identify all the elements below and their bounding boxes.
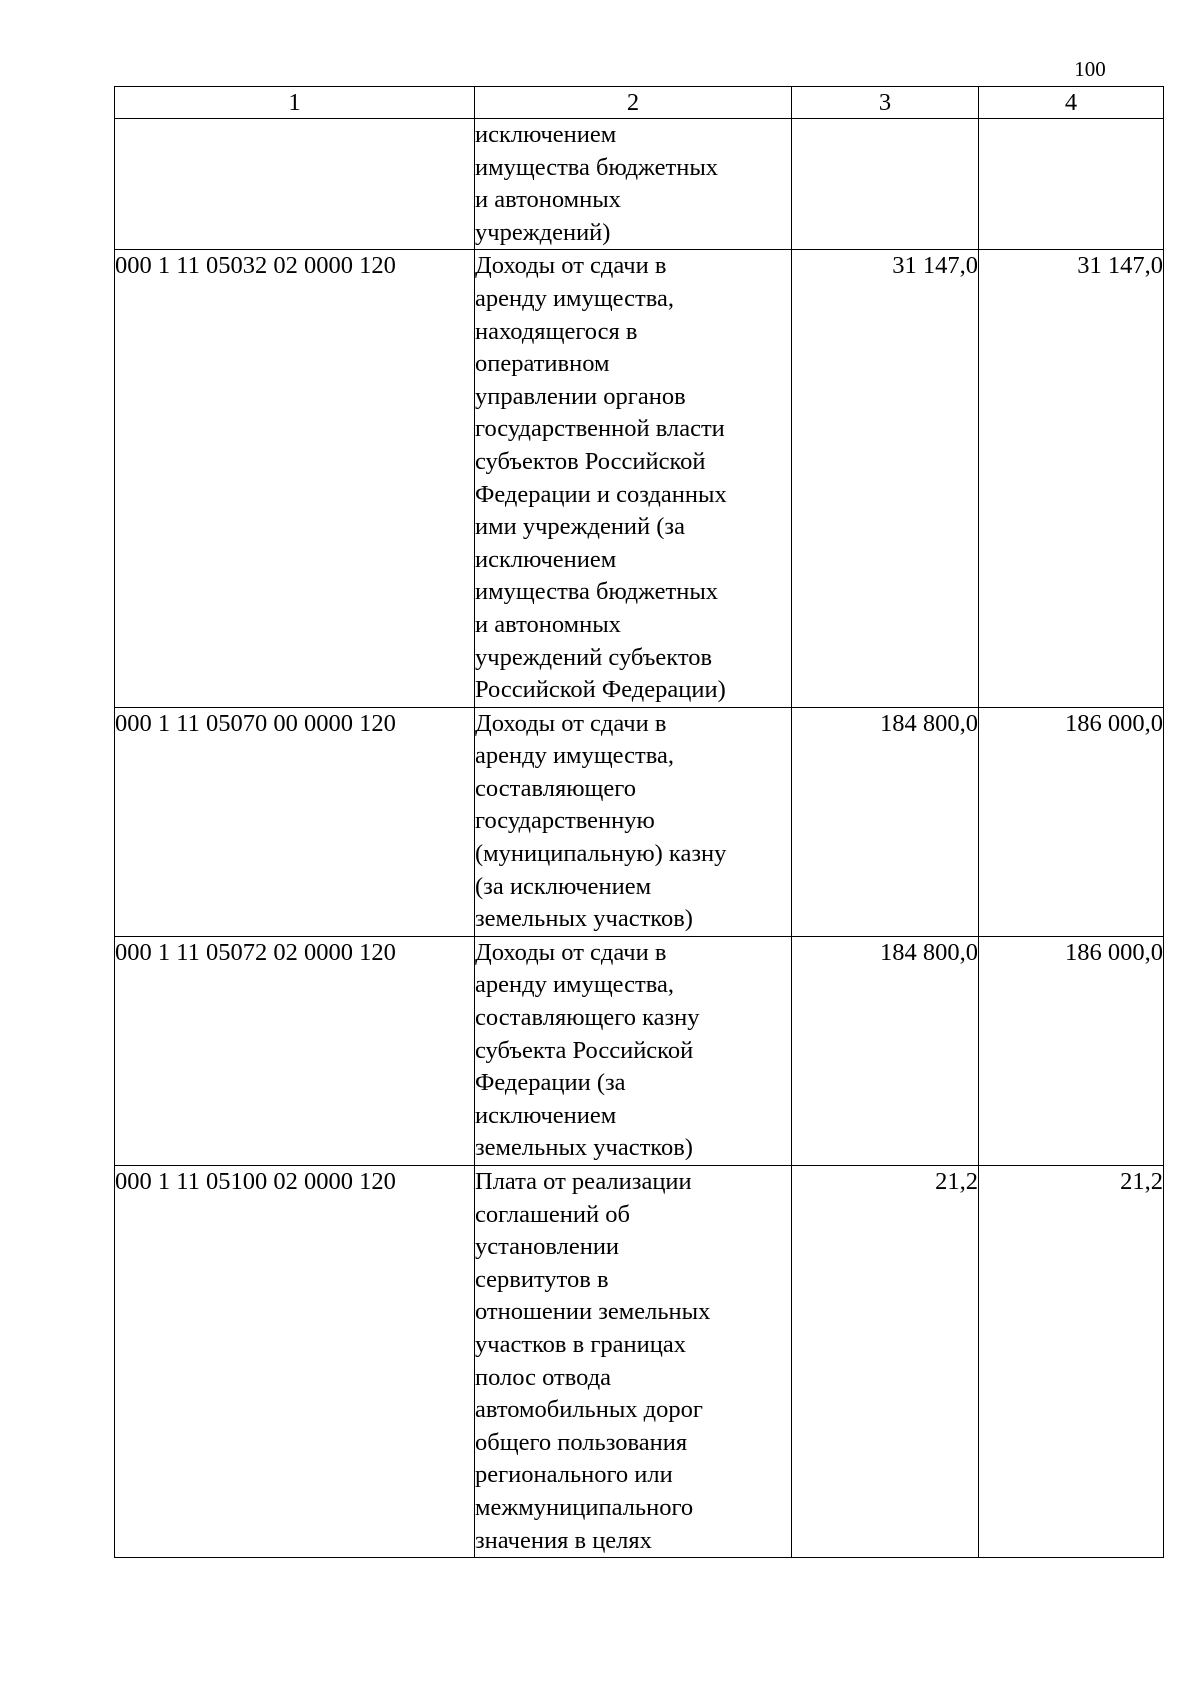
revenue-name-cell [475, 1166, 792, 1558]
revenue-name-line: аренду имущества, [475, 742, 674, 770]
revenue-name-line: оперативном [475, 350, 610, 378]
revenue-name-line: исключением [475, 545, 617, 573]
revenue-name-line: управлении органов [475, 382, 686, 410]
revenue-code-cell: 000 1 11 05100 02 0000 120 [115, 1166, 475, 1558]
revenue-name-cell [475, 250, 792, 707]
revenue-name-line: полос отвода [475, 1363, 612, 1391]
revenue-name-line: и автономных [475, 610, 621, 638]
amount-column-3-cell: 21,2 [792, 1166, 979, 1558]
revenue-name-line: участков в границах [475, 1330, 686, 1358]
revenue-name-line: исключением [475, 1101, 617, 1129]
table-row [115, 250, 1164, 707]
revenue-name-line: составляющего [475, 774, 636, 802]
revenue-name-line: отношении земельных [475, 1298, 711, 1326]
revenue-name-line: имущества бюджетных [475, 578, 719, 606]
revenue-name-line: сервитутов в [475, 1265, 609, 1293]
amount-column-4-cell: 186 000,0 [979, 707, 1164, 936]
revenue-name-cell [475, 119, 792, 250]
revenue-name-line: Доходы от сдачи в [475, 938, 667, 966]
column-header-3: 3 [792, 87, 979, 119]
amount-column-3-cell: 184 800,0 [792, 936, 979, 1165]
amount-column-4-cell: 186 000,0 [979, 936, 1164, 1165]
revenue-name-line: аренду имущества, [475, 284, 674, 312]
revenue-name-line: государственной власти [475, 415, 725, 443]
revenue-name-line: ими учреждений (за [475, 513, 685, 541]
column-header-4: 4 [979, 87, 1164, 119]
table-row [115, 707, 1164, 936]
revenue-name-line: составляющего казну [475, 1004, 700, 1032]
revenue-name-line: субъекта Российской [475, 1036, 694, 1064]
table-header-row [115, 87, 1164, 119]
revenue-code-cell [115, 119, 475, 250]
revenue-name-line: земельных участков) [475, 1134, 693, 1162]
amount-column-4-cell: 31 147,0 [979, 250, 1164, 707]
revenue-name-line: имущества бюджетных [475, 153, 719, 181]
revenue-name-line: и автономных [475, 186, 621, 214]
revenue-name-line: межмуниципального [475, 1493, 694, 1521]
column-header-2: 2 [475, 87, 792, 119]
revenue-name-line: Федерации (за [475, 1069, 626, 1097]
amount-column-3-cell [792, 119, 979, 250]
table-row [115, 1166, 1164, 1558]
revenue-name-line: учреждений субъектов [475, 643, 713, 671]
revenue-code-cell: 000 1 11 05072 02 0000 120 [115, 936, 475, 1165]
amount-column-4-cell: 21,2 [979, 1166, 1164, 1558]
table-row [115, 936, 1164, 1165]
revenue-name-line: учреждений) [475, 218, 611, 246]
revenue-name-line: Плата от реализации [475, 1168, 692, 1195]
table-body [115, 119, 1164, 1558]
revenue-name-line: Доходы от сдачи в [475, 709, 667, 737]
revenue-code-cell: 000 1 11 05032 02 0000 120 [115, 250, 475, 707]
revenue-name-line: Российской Федерации) [475, 676, 726, 704]
amount-column-3-cell: 31 147,0 [792, 250, 979, 707]
revenue-code-cell: 000 1 11 05070 00 0000 120 [115, 707, 475, 936]
revenue-name-line: находящегося в [475, 317, 638, 345]
revenue-name-line: соглашений об [475, 1200, 630, 1228]
revenue-name-line: Доходы от сдачи в [475, 252, 667, 280]
revenue-name-line: субъектов Российской [475, 447, 706, 475]
revenue-name-line: регионального или [475, 1461, 673, 1489]
revenue-name-line: автомобильных дорог [475, 1396, 703, 1424]
revenue-name-line: земельных участков) [475, 905, 693, 933]
revenue-name-line: общего пользования [475, 1428, 688, 1456]
revenue-name-line: государственную [475, 807, 655, 835]
budget-revenue-table [114, 86, 1164, 1558]
revenue-name-line: Федерации и созданных [475, 480, 727, 508]
revenue-name-line: (за исключением [475, 872, 652, 900]
table-row [115, 119, 1164, 250]
amount-column-3-cell: 184 800,0 [792, 707, 979, 936]
column-header-1: 1 [115, 87, 475, 119]
amount-column-4-cell [979, 119, 1164, 250]
revenue-name-cell [475, 936, 792, 1165]
page-number: 100 [1074, 57, 1106, 81]
revenue-name-line: (муниципальную) казну [475, 840, 727, 868]
revenue-name-line: аренду имущества, [475, 971, 674, 999]
revenue-name-line: значения в целях [475, 1526, 652, 1554]
revenue-name-line: установлении [475, 1233, 620, 1261]
revenue-name-line: исключением [475, 121, 617, 148]
revenue-name-cell [475, 707, 792, 936]
